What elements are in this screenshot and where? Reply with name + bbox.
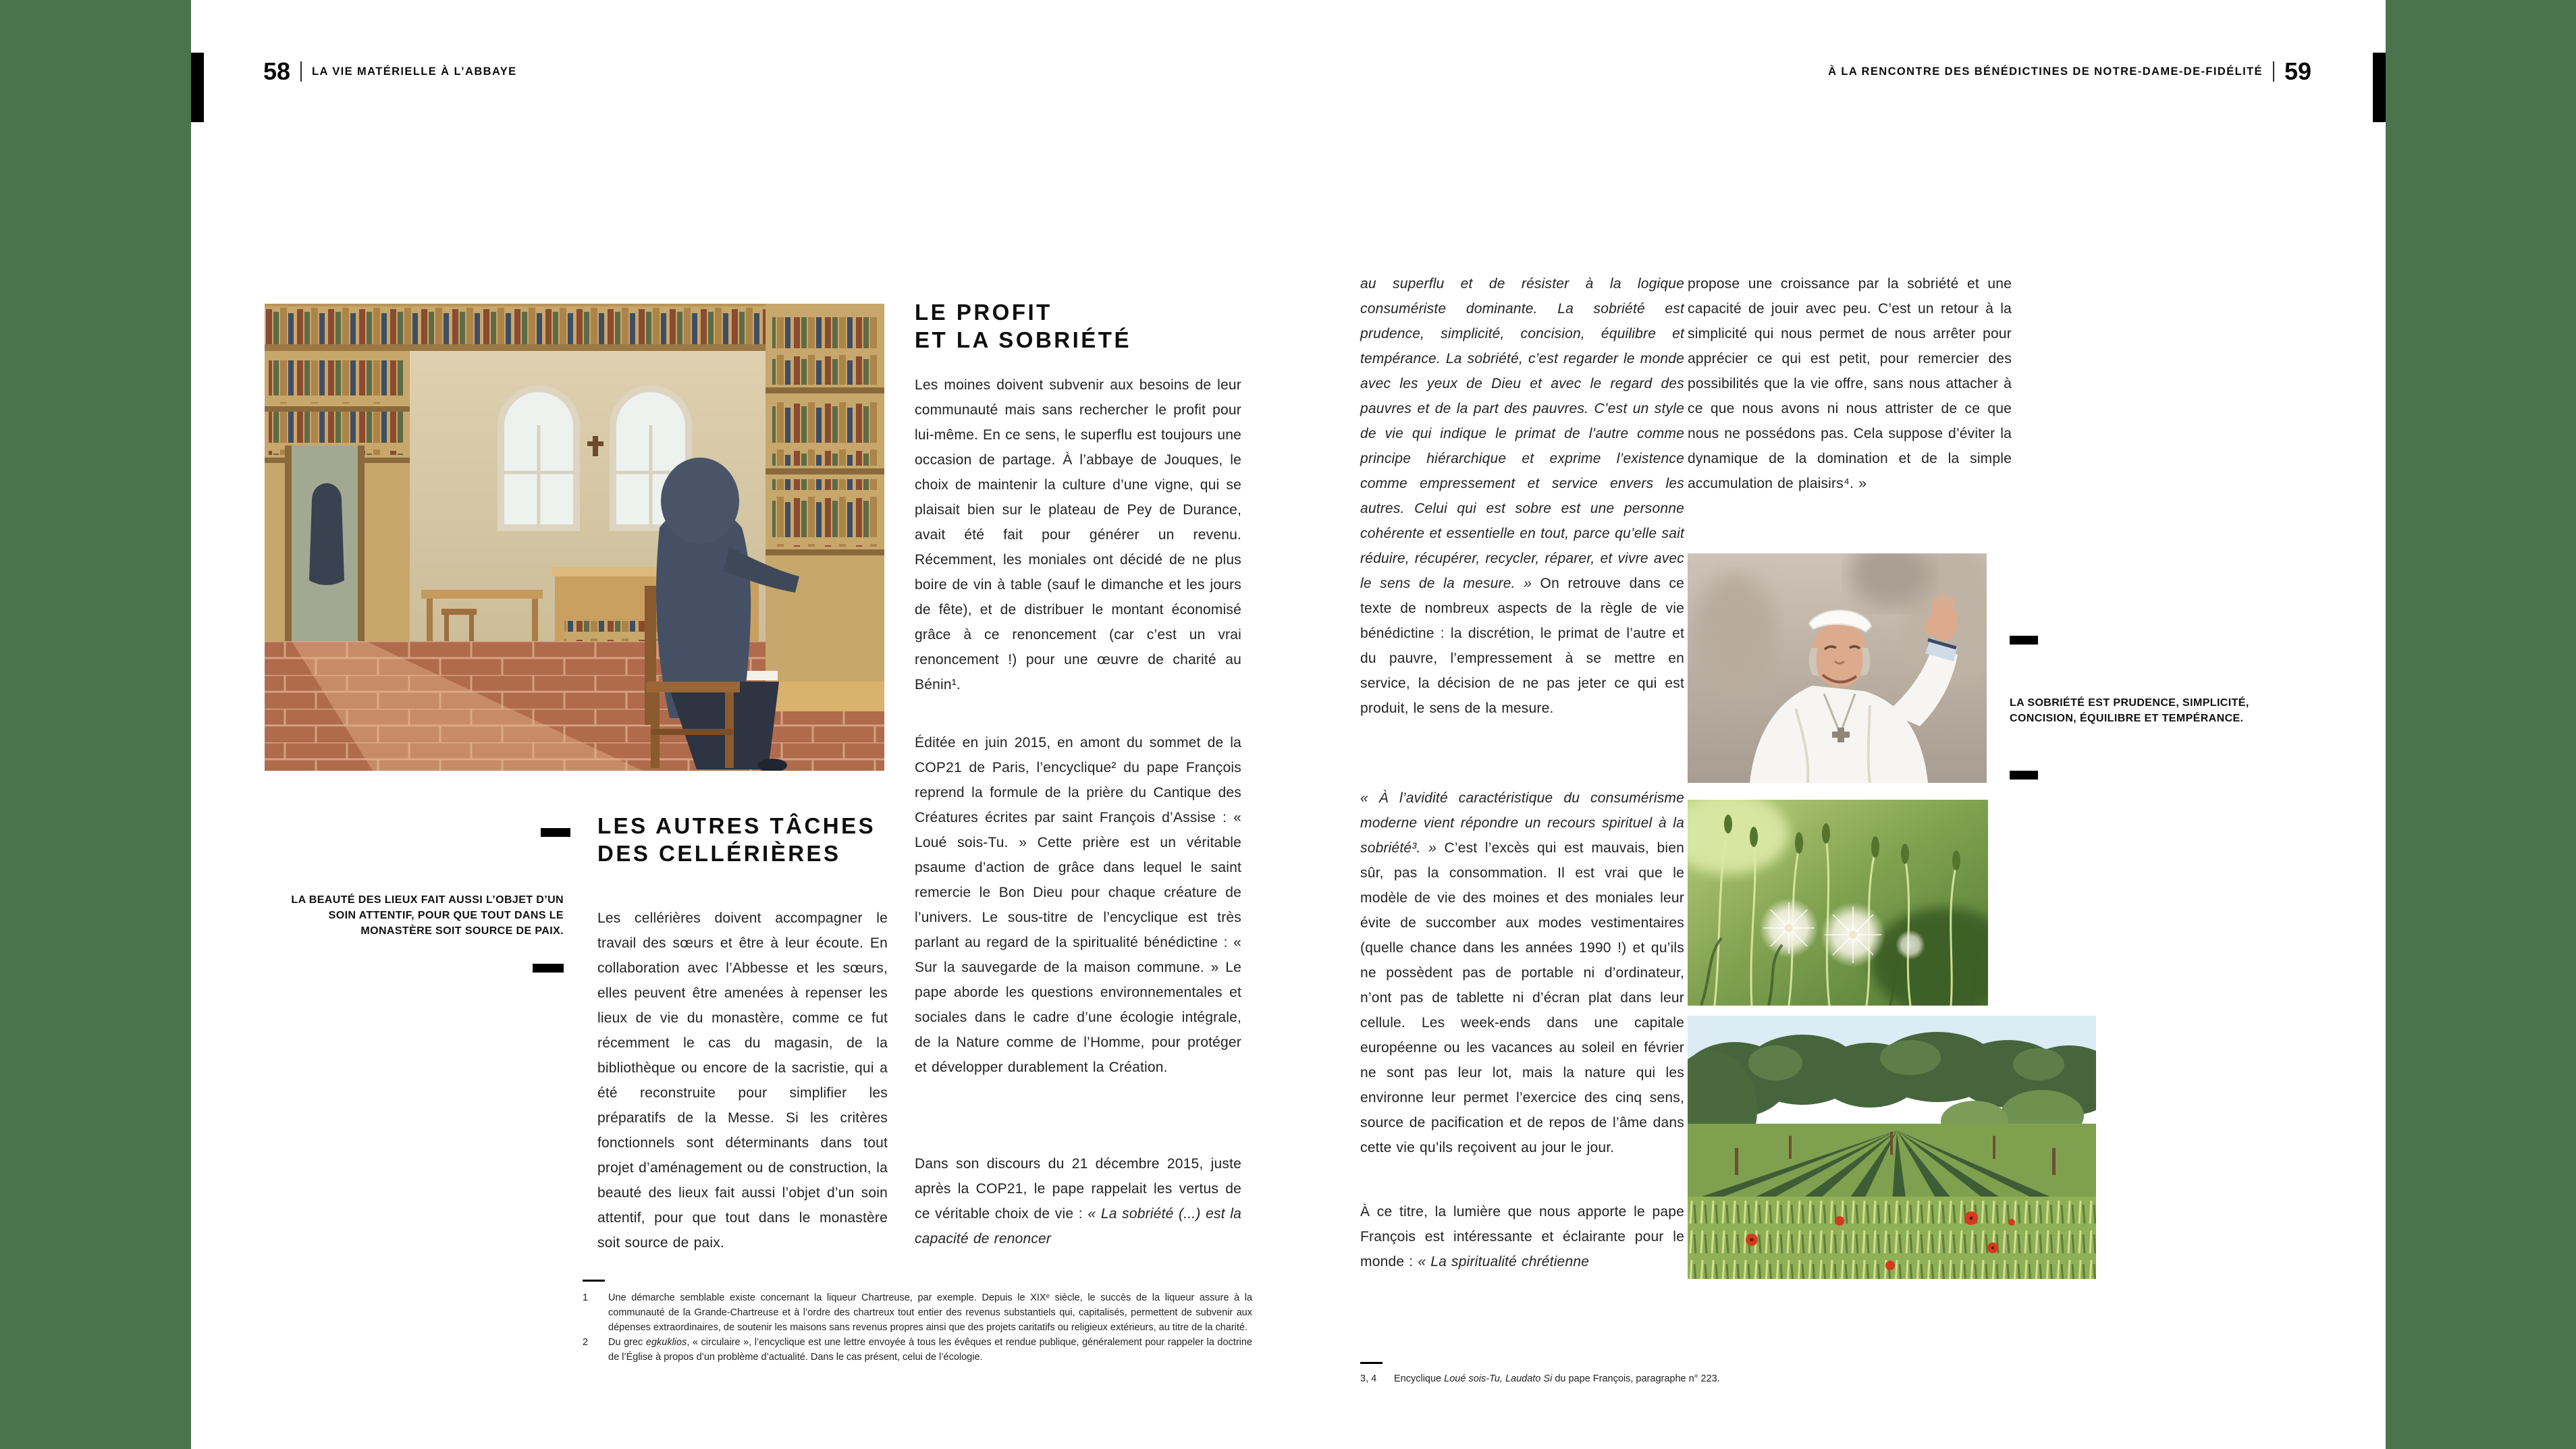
footnote-text: Une démarche semblable existe concernant la liqueur Chartreuse, par exemple. Depuis le XIXᵉ siècle, le succès de la liqueur assure à la communauté de la Grande-Chartreuse et à l’ordre des chartreux tout entier des revenus substantiels qui, capitalisés, permettent de subvenir aux dépenses extraordinaires, de soutenir les maisons sans revenus propres ainsi que des projets caritatifs ou religieux extérieurs, au titre de la charité. bbox=[608, 1292, 1252, 1333]
paragraph-text: À ce titre, la lumière que nous apporte le pape François est intéressante et éclairante pour le monde : bbox=[1360, 1204, 1684, 1269]
footnote-text bbox=[608, 1335, 1252, 1365]
celleres-body-text: Les cellérières doivent accompagner le travail des sœurs et être à leur écoute. En collaboration avec l’Abbesse et les sœurs, elles peuvent être amenées à repenser les lieux de vie du monastère, comme ce fut récemment le cas du magasin, de la bibliothèque ou encore de la sacristie, qui a été reconstruite pour simplifier les préparatifs de la Messe. Si les critères fonctionnels sont déterminants dans tout projet d’aménagement ou de construction, la beauté des lieux fait aussi l’objet d’un soin attentif, pour que tout dans le monastère soit source de paix. bbox=[597, 910, 888, 1251]
footnote-number: 2 bbox=[583, 1337, 589, 1348]
running-head-left bbox=[263, 59, 517, 84]
library-photo-illustration bbox=[265, 304, 884, 771]
section-heading-line1: LE PROFIT bbox=[915, 300, 1052, 325]
vineyard-photo bbox=[1688, 1016, 2096, 1279]
page-number-58: 58 bbox=[263, 57, 291, 85]
header-divider bbox=[2273, 61, 2274, 82]
footnote-text-italic: egkuklios bbox=[645, 1337, 687, 1348]
paragraph-text: On retrouve dans ce texte de nombreux aspects de la règle de vie bénédictine : la discrétion, le primat de l’autre et du pauvre, l’empressement à se mettre en service, la décision de ne pas jeter ce qui est produit, le sens de la mesure. bbox=[1360, 576, 1684, 716]
page-edge-tab-left bbox=[191, 53, 204, 122]
sobriete-paragraph-3 bbox=[1360, 1199, 1684, 1274]
quote-text: « À l’avidité caractéristique du consumérisme moderne vient répondre un recours spirituel à la sobriété³. » bbox=[1360, 790, 1684, 856]
footnotes-left bbox=[583, 1290, 1252, 1365]
profit-paragraph-3 bbox=[915, 1151, 1241, 1251]
pope-photo-illustration bbox=[1688, 553, 1987, 783]
quote-text: au superflu et de résister à la logique consumériste dominante. La sobriété est prudence, simplicité, concision, équilibre et tempérance. La sobriété, c’est regarder le monde avec les yeux de Dieu et avec le regard des pauvres et de la part des pauvres. C’est un style de vie qui indique le primat de l’autre comme principe hiérarchique et exprime l’existence comme empressement et service envers les autres. Celui qui est sobre est une personne cohérente et essentielle en tout, parce qu’elle sait réduire, récupérer, recycler, réparer, et vivre avec le sens de la mesure. » bbox=[1360, 276, 1684, 591]
header-divider bbox=[300, 61, 302, 82]
section-heading-celleres bbox=[597, 812, 876, 867]
footnote-rule-left bbox=[583, 1280, 605, 1282]
page-edge-tab-right bbox=[2373, 53, 2386, 122]
section-heading-line1: LES AUTRES TÂCHES bbox=[597, 813, 876, 838]
caption-rule-left bbox=[533, 964, 564, 973]
footnote-text bbox=[1394, 1371, 1720, 1386]
footnote-text-part: Encyclique bbox=[1394, 1373, 1445, 1384]
caption-rule-top bbox=[2010, 636, 2038, 645]
page-number-59: 59 bbox=[2284, 57, 2311, 85]
footnote-text-part: Du grec bbox=[608, 1337, 646, 1348]
footnote-number: 1 bbox=[583, 1292, 589, 1303]
footnote-text-italic: Loué sois-Tu, Laudato Si bbox=[1444, 1373, 1553, 1384]
profit-paragraph-2: Éditée en juin 2015, en amont du sommet de la COP21 de Paris, l’encyclique² du pape François reprend la formule de la prière du Cantique des Créatures écrites par saint François d’Assise : « Loué sois-Tu. » Cette prière est un véritable psaume d’action de grâce dans lequel le saint remercie le Bon Dieu pour chaque créature de l’univers. Le sous-titre de l’encyclique est très parlant au regard de la spiritualité bénédictine : « Sur la sauvegarde de la maison commune. » Le pape aborde les questions environnementales et sociales dans le cadre d’une écologie intégrale, de la Nature comme de l’Homme, pour protéger et développer durablement la Création. bbox=[915, 735, 1241, 1075]
paragraph-text: C’est l’excès qui est mauvais, bien sûr, pas la consommation. Il est vrai que le modèle de vie des moines et des moniales leur évite de succomber aux modes vestimentaires (quelle chance dans les années 1990 !) et qu’ils ne possèdent pas de portable ni d’ordinateur, n’ont pas de tablette ni d’écran plat dans leur cellule. Les week-ends dans une capitale européenne ou les vacances au soleil en février ne sont pas leur lot, mais la nature qui les environne leur permet l’exercice des cinq sens, source de pacification et de repos de l’âme dans cette vie qu’ils reçoivent au jour le jour. bbox=[1360, 840, 1684, 1155]
footnote-text-part: du pape François, paragraphe n° 223. bbox=[1552, 1373, 1720, 1384]
section-heading-line2: DES CELLÉRIÈRES bbox=[597, 841, 841, 866]
footnotes-right bbox=[1360, 1371, 1873, 1386]
pope-photo-caption: LA SOBRIÉTÉ EST PRUDENCE, SIMPLICITÉ, CONCISION, ÉQUILIBRE ET TEMPÉRANCE. bbox=[2010, 697, 2249, 724]
pope-francis-photo bbox=[1688, 553, 1987, 783]
footnote-1 bbox=[583, 1290, 1252, 1335]
quote-text: « La sobriété (...) est la capacité de renoncer bbox=[915, 1206, 1241, 1247]
meadow-flowers-photo bbox=[1688, 800, 1988, 1006]
profit-paragraph-1: Les moines doivent subvenir aux besoins de leur communauté mais sans rechercher le profit pour lui-même. En ce sens, le superflu est toujours une occasion de partage. À l’abbaye de Jouques, le choix de maintenir la culture d’une vigne, qui se plaisait bien sur le plateau de Pey de Durance, avait été fait pour générer un revenu. Récemment, les moniales ont décidé de ne plus boire de vin à table (sauf le dimanche et les jours de fête), et de distribuer le montant économisé grâce à ce renoncement (car c’est un vrai renoncement !) pour une œuvre de charité au Bénin¹. bbox=[915, 377, 1241, 692]
chapter-title-right: À LA RENCONTRE DES BÉNÉDICTINES DE NOTRE-DAME-DE-FIDÉLITÉ bbox=[1828, 65, 2263, 78]
sobriete-quote-paragraph-1 bbox=[1360, 271, 1684, 721]
library-photo-caption: LA BEAUTÉ DES LIEUX FAIT AUSSI L’OBJET D’UN SOIN ATTENTIF, POUR QUE TOUT DANS LE MONASTÈRE SOIT SOURCE DE PAIX. bbox=[291, 894, 564, 937]
library-photo bbox=[265, 304, 884, 771]
running-head-right bbox=[1828, 59, 2311, 84]
footnote-rule-right bbox=[1360, 1362, 1383, 1364]
paragraph-text: Dans son discours du 21 décembre 2015, juste après la COP21, le pape rappelait les vertus de ce véritable choix de vie : bbox=[915, 1156, 1241, 1222]
vineyard-photo-illustration bbox=[1688, 1016, 2096, 1279]
flowers-photo-illustration bbox=[1688, 800, 1988, 1006]
magazine-spread bbox=[191, 0, 2386, 1449]
section-heading-rule bbox=[541, 828, 570, 837]
section-heading-profit bbox=[915, 298, 1131, 354]
caption-rule-bottom bbox=[2010, 771, 2038, 780]
chapter-title-left: LA VIE MATÉRIELLE À L’ABBAYE bbox=[312, 65, 517, 78]
footnote-2 bbox=[583, 1335, 1252, 1365]
quote-text: « La spiritualité chrétienne bbox=[1418, 1254, 1590, 1269]
footnote-number: 3, 4 bbox=[1360, 1373, 1377, 1384]
sobriete-quote-paragraph-2 bbox=[1360, 786, 1684, 1160]
footnote-text-part: , « circulaire », l’encyclique est une lettre envoyée à tous les évêques et rendue publique, généralement pour rappeler la doctrine de l’Église à propos d’un problème d’actualité. Dans le cas présent, celui de l’écologie. bbox=[608, 1337, 1252, 1363]
sobriete-quote-column-2: propose une croissance par la sobriété et une capacité de jouir avec peu. C’est un retour à la simplicité qui nous permet de nous arrêter pour apprécier ce qui est petit, pour remercier des possibilités que la vie offre, sans nous attacher à ce que nous avons ni nous attrister de ce que nous ne possédons pas. Cela suppose d’éviter la dynamique de la domination et de la simple accumulation de plaisirs⁴. » bbox=[1688, 276, 2012, 491]
footnote-3-4 bbox=[1360, 1371, 1873, 1386]
section-heading-line2: ET LA SOBRIÉTÉ bbox=[915, 327, 1131, 352]
